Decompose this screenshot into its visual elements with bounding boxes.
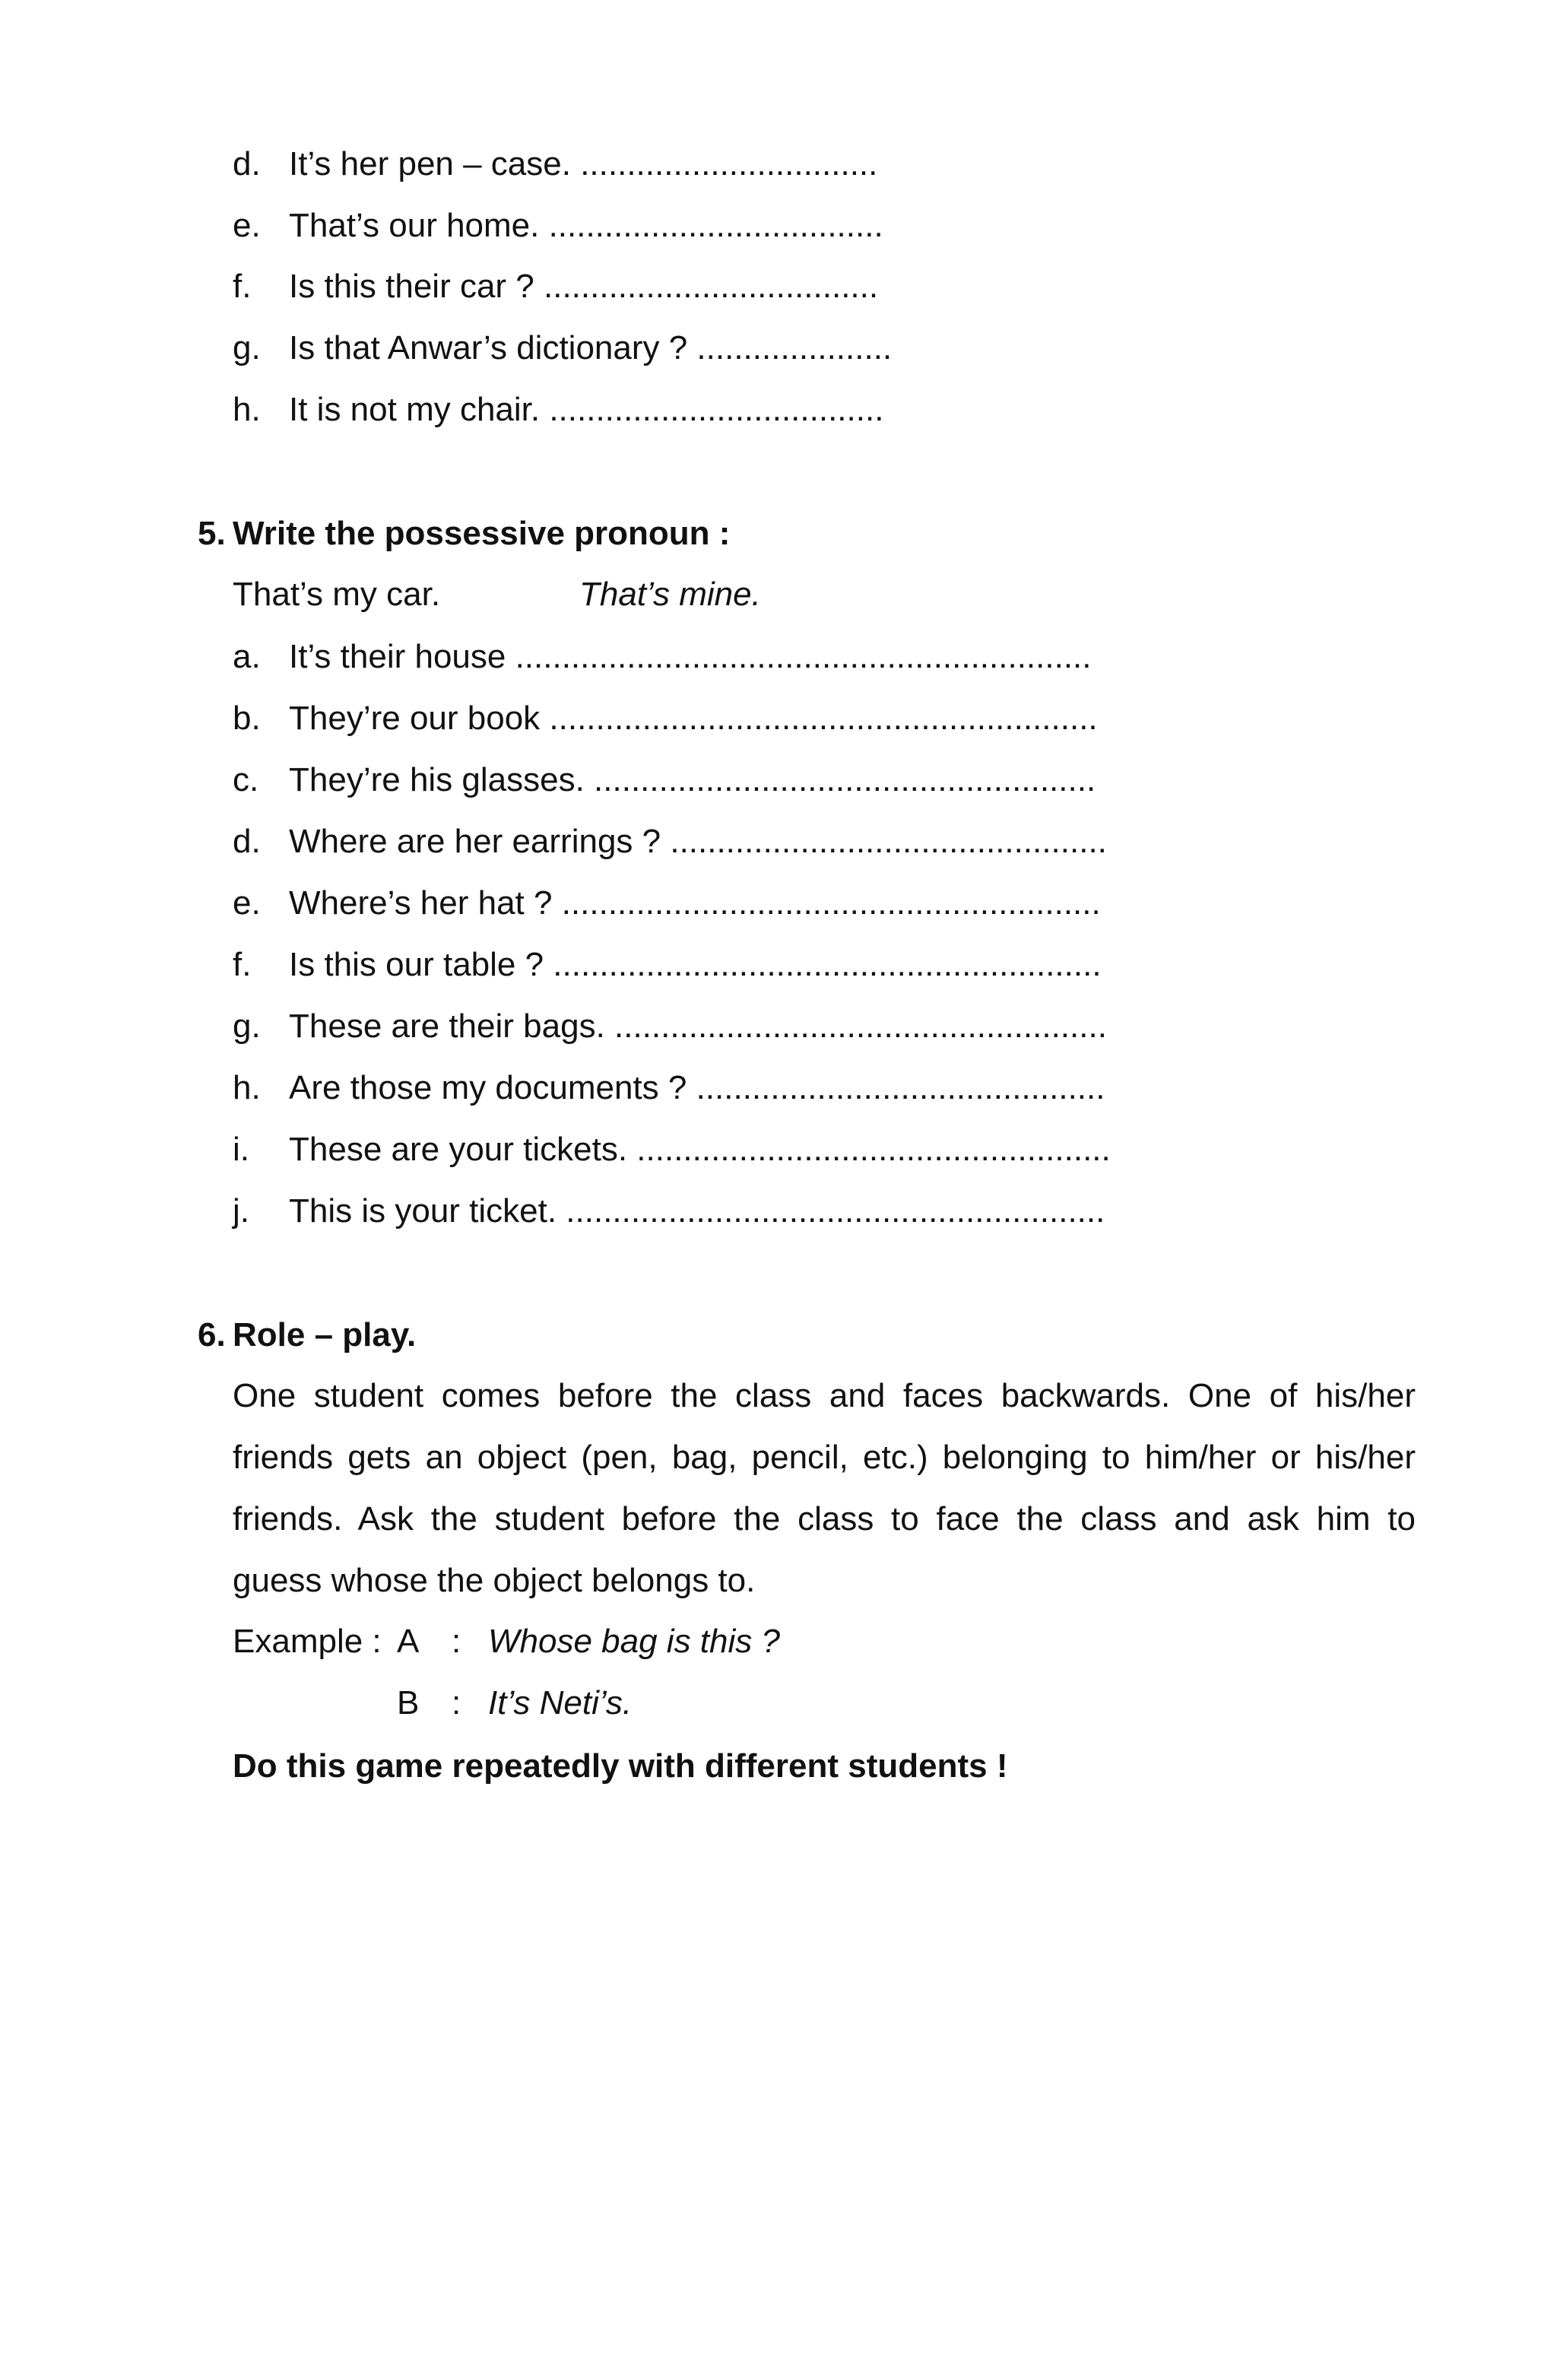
instruction-line: friends. Ask the student before the class to face the class and ask him to bbox=[233, 1500, 1416, 1537]
exercise-item-text: Where are her earrings ? ............................................... bbox=[289, 823, 1107, 860]
list-item-text: Is this their car ? .................................... bbox=[289, 268, 879, 305]
dialogue-colon: : bbox=[452, 1684, 461, 1722]
section-number: 6. bbox=[198, 1316, 226, 1353]
list-item-letter: g. bbox=[233, 329, 261, 367]
exercise-item-text: Are those my documents ? ............................................ bbox=[289, 1069, 1105, 1106]
exercise-item-text: These are your tickets. ................................................... bbox=[289, 1131, 1111, 1168]
exercise-item-text: They’re his glasses. ...................................................... bbox=[289, 761, 1096, 798]
section-number: 5. bbox=[198, 515, 226, 552]
list-item-letter: h. bbox=[233, 391, 261, 428]
exercise-item-text: Is this our table ? ........................................................... bbox=[289, 946, 1102, 983]
exercise-item-letter: h. bbox=[233, 1069, 261, 1106]
exercise-item-text: These are their bags. ..................................................... bbox=[289, 1008, 1107, 1045]
exercise-item-letter: a. bbox=[233, 638, 261, 675]
list-item-text: It is not my chair. .................................... bbox=[289, 391, 884, 428]
dialogue-line: It’s Neti’s. bbox=[488, 1684, 633, 1722]
dialogue-speaker: B bbox=[397, 1684, 420, 1722]
exercise-item-text: They’re our book ........................................................... bbox=[289, 700, 1098, 737]
instruction-line: One student comes before the class and faces backwards. One of his/her bbox=[233, 1377, 1416, 1414]
list-item-text: It’s her pen – case. ................................ bbox=[289, 145, 878, 182]
section-heading: Write the possessive pronoun : bbox=[233, 515, 731, 552]
exercise-item-letter: d. bbox=[233, 823, 261, 860]
example-prompt: That’s my car. bbox=[233, 576, 441, 613]
exercise-item-text: It’s their house .............................................................. bbox=[289, 638, 1092, 675]
list-item-text: Is that Anwar’s dictionary ? ..................... bbox=[289, 329, 893, 367]
instruction-line: friends gets an object (pen, bag, pencil, etc.) belonging to him/her or his/her bbox=[233, 1439, 1416, 1476]
list-item-letter: d. bbox=[233, 145, 261, 182]
dialogue-speaker: A bbox=[397, 1623, 420, 1660]
list-item-text: That’s our home. .................................... bbox=[289, 207, 883, 244]
exercise-item-text: This is your ticket. .......................................................... bbox=[289, 1192, 1105, 1230]
section-heading: Role – play. bbox=[233, 1316, 417, 1353]
example-label: Example : bbox=[233, 1623, 382, 1660]
exercise-item-text: Where’s her hat ? .......................................................... bbox=[289, 884, 1101, 922]
exercise-item-letter: g. bbox=[233, 1008, 261, 1045]
closing-instruction: Do this game repeatedly with different students ! bbox=[233, 1747, 1008, 1785]
exercise-item-letter: b. bbox=[233, 700, 261, 737]
exercise-item-letter: j. bbox=[233, 1192, 249, 1230]
exercise-item-letter: c. bbox=[233, 761, 259, 798]
instruction-line: guess whose the object belongs to. bbox=[233, 1562, 756, 1599]
exercise-item-letter: f. bbox=[233, 946, 252, 983]
list-item-letter: e. bbox=[233, 207, 261, 244]
dialogue-colon: : bbox=[452, 1623, 461, 1660]
dialogue-line: Whose bag is this ? bbox=[488, 1623, 780, 1660]
example-answer: That’s mine. bbox=[579, 576, 761, 613]
exercise-item-letter: e. bbox=[233, 884, 261, 922]
exercise-item-letter: i. bbox=[233, 1131, 249, 1168]
list-item-letter: f. bbox=[233, 268, 252, 305]
